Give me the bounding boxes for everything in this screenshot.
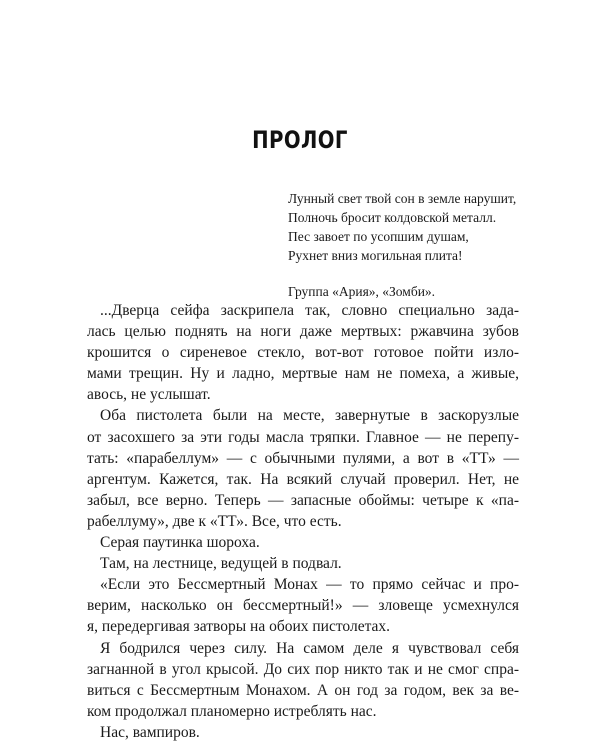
chapter-title: ПРОЛОГ	[252, 126, 348, 154]
text-line: рабеллуму», две к «ТТ». Все, что есть.	[87, 512, 342, 530]
text-line: авось, не услышат.	[87, 386, 211, 404]
epigraph-line: Полночь бросит колдовской металл.	[288, 210, 497, 225]
text-line: крошится о сиреневое стекло, вот-вот готовое пойти изло-	[87, 344, 519, 362]
text-line: Серая паутинка шороха.	[100, 534, 260, 552]
body-text	[87, 300, 519, 743]
text-line: виться с Бессмертным Монахом. А он год за годом, век за ве-	[87, 681, 519, 699]
text-line: забыл, все верно. Теперь — запасные обоймы: четыре к «па-	[87, 491, 519, 509]
text-line: ком продолжал планомерно истреблять нас.	[87, 702, 377, 720]
text-line: от засохшего за эти годы масла тряпки. Главное — не перепу-	[87, 428, 519, 446]
text-line: Там, на лестнице, ведущей в подвал.	[100, 555, 342, 573]
text-line: Нас, вампиров.	[100, 723, 200, 741]
epigraph-line: Пес завоет по усопшим душам,	[288, 229, 469, 244]
text-line: Я бодрился через силу. На самом деле я чувствовал себя	[100, 639, 519, 657]
epigraph	[288, 189, 548, 301]
epigraph-line: Рухнет вниз могильная плита!	[288, 248, 463, 263]
text-line: Оба пистолета были на месте, завернутые в заскорузлые	[100, 407, 519, 425]
text-line: я, передергивая затворы на обоих пистолетах.	[87, 618, 391, 636]
text-line: загнанной в угол крысой. До сих пор никто так и не смог спра-	[87, 660, 519, 678]
text-line: аргентум. Кажется, так. На всякий случай проверил. Нет, не	[87, 470, 519, 488]
text-line: «Если это Бессмертный Монах — то прямо сейчас и про-	[100, 576, 519, 594]
text-line: ...Дверца сейфа заскрипела так, словно специально зада-	[100, 302, 519, 319]
epigraph-line: Лунный свет твой сон в земле нарушит,	[288, 191, 517, 206]
text-line: тать: «парабеллум» — с обычными пулями, а вот в «ТТ» —	[87, 449, 519, 467]
text-line: верим, насколько он бессмертный!» — зловеще усмехнулся	[87, 597, 519, 615]
text-line: мами трещин. Ну и ладно, мертвые нам не помеха, а живые,	[87, 365, 519, 383]
text-line: лась целью поднять на ноги даже мертвых: ржавчина зубов	[87, 323, 519, 341]
epigraph-source: Группа «Ария», «Зомби».	[288, 284, 436, 299]
